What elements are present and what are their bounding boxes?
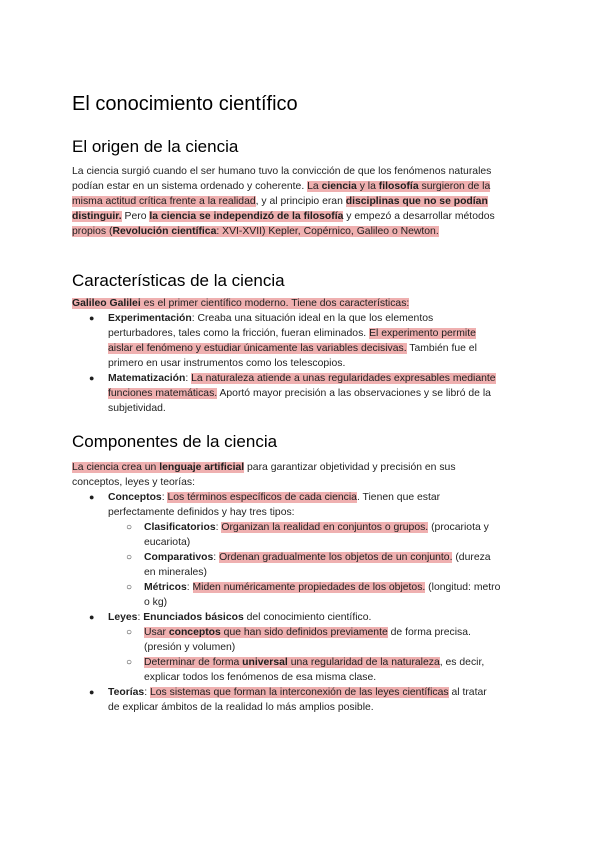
highlighted-text	[144, 627, 388, 638]
text-line	[72, 179, 532, 194]
text-run: Pero	[121, 211, 150, 222]
text-line	[72, 341, 532, 356]
list-item-clasificatorios	[72, 520, 532, 535]
text-line	[72, 535, 532, 550]
bold-text: Enunciados básicos	[143, 612, 244, 623]
text-line	[72, 296, 532, 311]
bold-highlighted-text: Galileo Galilei	[72, 298, 141, 309]
text-line	[72, 194, 532, 209]
highlighted-text: Miden numéricamente propiedades de los objetos.	[192, 582, 426, 593]
sub-bullet-icon: ○	[126, 627, 133, 638]
text-run: . Tienen que estar	[356, 492, 441, 503]
text-run: (procariota y	[428, 522, 489, 533]
list-item-leyes	[72, 610, 532, 625]
text-run: :	[144, 687, 150, 698]
text-run: de forma precisa.	[387, 627, 471, 638]
sub-bullet-icon: ○	[126, 582, 133, 593]
text-run: La ciencia surgió cuando el ser humano tuvo la convicción de que los fenómenos naturales	[72, 166, 492, 177]
text-run: propios (	[72, 226, 113, 237]
text-run: o kg)	[144, 597, 168, 608]
text-line	[72, 595, 532, 610]
text-run: eucariota)	[144, 537, 191, 548]
text-run: una regularidad de la naturaleza	[287, 657, 440, 668]
bold-text: Experimentación	[108, 313, 192, 324]
text-run: : XVI-XVII) Kepler, Copérnico, Galileo o Newton.	[216, 226, 439, 237]
text-line	[72, 565, 532, 580]
text-run: para garantizar objetividad y precisión en sus	[244, 462, 456, 473]
text-run: perturbadores, tales como la fricción, fueran eliminados.	[108, 328, 370, 339]
bold-highlighted-text: distinguir.	[72, 211, 122, 222]
list-item-comparativos	[72, 550, 532, 565]
text-run: y la	[356, 181, 379, 192]
text-run: en minerales)	[144, 567, 207, 578]
text-line	[72, 640, 532, 655]
text-run: primero en usar instrumentos como los telescopios.	[108, 358, 346, 369]
text-run: La	[307, 181, 322, 192]
bullet-icon: ●	[89, 313, 95, 323]
highlighted-text: El experimento permite	[369, 328, 476, 339]
text-run: Determinar de forma	[144, 657, 243, 668]
text-line	[72, 505, 532, 520]
text-run: , y al principio eran	[255, 196, 346, 207]
text-line	[72, 164, 532, 179]
text-line	[72, 209, 532, 224]
text-run: :	[186, 582, 193, 593]
bold-text: Revolución científica	[112, 226, 217, 237]
text-line	[72, 326, 532, 341]
text-run: explicar todos los fenómenos de esa misma clase.	[144, 672, 377, 683]
list-item-matematizacion	[72, 371, 532, 386]
bold-highlighted-text: la ciencia se independizó de la filosofía	[149, 211, 344, 222]
bold-text: conceptos	[168, 627, 221, 638]
text-run: perfectamente definidos y hay tres tipos:	[108, 507, 295, 518]
text-run: :	[213, 552, 220, 563]
text-line	[72, 224, 532, 239]
highlighted-text: Ordenan gradualmente los objetos de un conjunto.	[219, 552, 453, 563]
bold-text: Comparativos	[144, 552, 214, 563]
bullet-icon: ●	[89, 373, 95, 383]
sub-bullet-icon: ○	[126, 657, 133, 668]
heading-componentes: Componentes de la ciencia	[72, 432, 278, 451]
highlighted-text	[307, 181, 490, 192]
text-run: conceptos, leyes y teorías:	[72, 477, 196, 488]
text-run: que han sido definidos previamente	[220, 627, 388, 638]
highlighted-text	[144, 657, 440, 668]
highlighted-text: Organizan la realidad en conjuntos o grupos.	[221, 522, 429, 533]
list-item-conceptos	[72, 490, 532, 505]
text-line	[72, 401, 532, 416]
highlighted-text: Los términos específicos de cada ciencia	[167, 492, 357, 503]
bold-text: Leyes	[108, 612, 138, 623]
bullet-icon: ●	[89, 612, 95, 622]
heading-caracteristicas: Características de la ciencia	[72, 271, 285, 290]
highlighted-text: La ciencia crea un	[72, 462, 160, 473]
bullet-icon: ●	[89, 492, 95, 502]
text-run: Usar	[144, 627, 169, 638]
text-line	[72, 475, 532, 490]
text-run: , es decir,	[439, 657, 485, 668]
text-run: : Creaba una situación ideal en la que los elementos	[191, 313, 434, 324]
highlighted-text: funciones matemáticas.	[108, 388, 218, 399]
page-title: El conocimiento científico	[72, 93, 298, 115]
text-run: podían estar en un sistema ordenado y coherente.	[72, 181, 308, 192]
componentes-content	[72, 460, 532, 715]
text-run: (longitud: metro	[425, 582, 501, 593]
caracteristicas-content	[72, 296, 532, 416]
text-run: subjetividad.	[108, 403, 166, 414]
bold-text: Conceptos	[108, 492, 162, 503]
text-line	[72, 386, 532, 401]
list-item-teorias	[72, 685, 532, 700]
list-item-determinar	[72, 655, 532, 670]
text-run: de explicar ámbitos de la realidad lo más amplios posible.	[108, 702, 374, 713]
highlighted-text: misma actitud crítica frente a la realidad	[72, 196, 256, 207]
text-run: También fue el	[406, 343, 477, 354]
bold-highlighted-text: disciplinas que no se podían	[345, 196, 488, 207]
bold-text: filosofía	[378, 181, 419, 192]
bold-text: Métricos	[144, 582, 187, 593]
highlighted-text	[72, 226, 439, 237]
text-run: y empezó a desarrollar métodos	[343, 211, 495, 222]
bold-text: ciencia	[321, 181, 357, 192]
bold-text: Clasificatorios	[144, 522, 216, 533]
highlighted-text: Los sistemas que forman la interconexión de las leyes científicas	[149, 687, 449, 698]
list-item-experimentacion	[72, 311, 532, 326]
heading-origen: El origen de la ciencia	[72, 137, 239, 156]
origen-paragraph	[72, 164, 532, 239]
text-run: :	[215, 522, 222, 533]
text-run: (dureza	[452, 552, 491, 563]
bold-text: Matematización	[108, 373, 186, 384]
text-run: :	[137, 612, 144, 623]
text-run: Aportó mayor precisión a las observaciones y se libró de la	[217, 388, 491, 399]
text-line	[72, 460, 532, 475]
text-run: :	[161, 492, 168, 503]
sub-bullet-icon: ○	[126, 522, 133, 533]
bold-highlighted-text: lenguaje artificial	[159, 462, 245, 473]
list-item-usar-conceptos	[72, 625, 532, 640]
bullet-icon: ●	[89, 687, 95, 697]
highlighted-text: aislar el fenómeno y estudiar únicamente las variables decisivas.	[108, 343, 407, 354]
sub-bullet-icon: ○	[126, 552, 133, 563]
text-line	[72, 356, 532, 371]
text-run: surgieron de la	[418, 181, 491, 192]
text-run: (presión y volumen)	[144, 642, 236, 653]
highlighted-text: La naturaleza atiende a unas regularidades expresables mediante	[191, 373, 496, 384]
text-run: al tratar	[448, 687, 487, 698]
list-item-metricos	[72, 580, 532, 595]
text-run: :	[185, 373, 192, 384]
text-run: del conocimiento científico.	[243, 612, 372, 623]
highlighted-text: es el primer científico moderno. Tiene dos características:	[140, 298, 410, 309]
bold-text: Teorías	[108, 687, 145, 698]
text-line	[72, 700, 532, 715]
text-line	[72, 670, 532, 685]
bold-text: universal	[242, 657, 288, 668]
